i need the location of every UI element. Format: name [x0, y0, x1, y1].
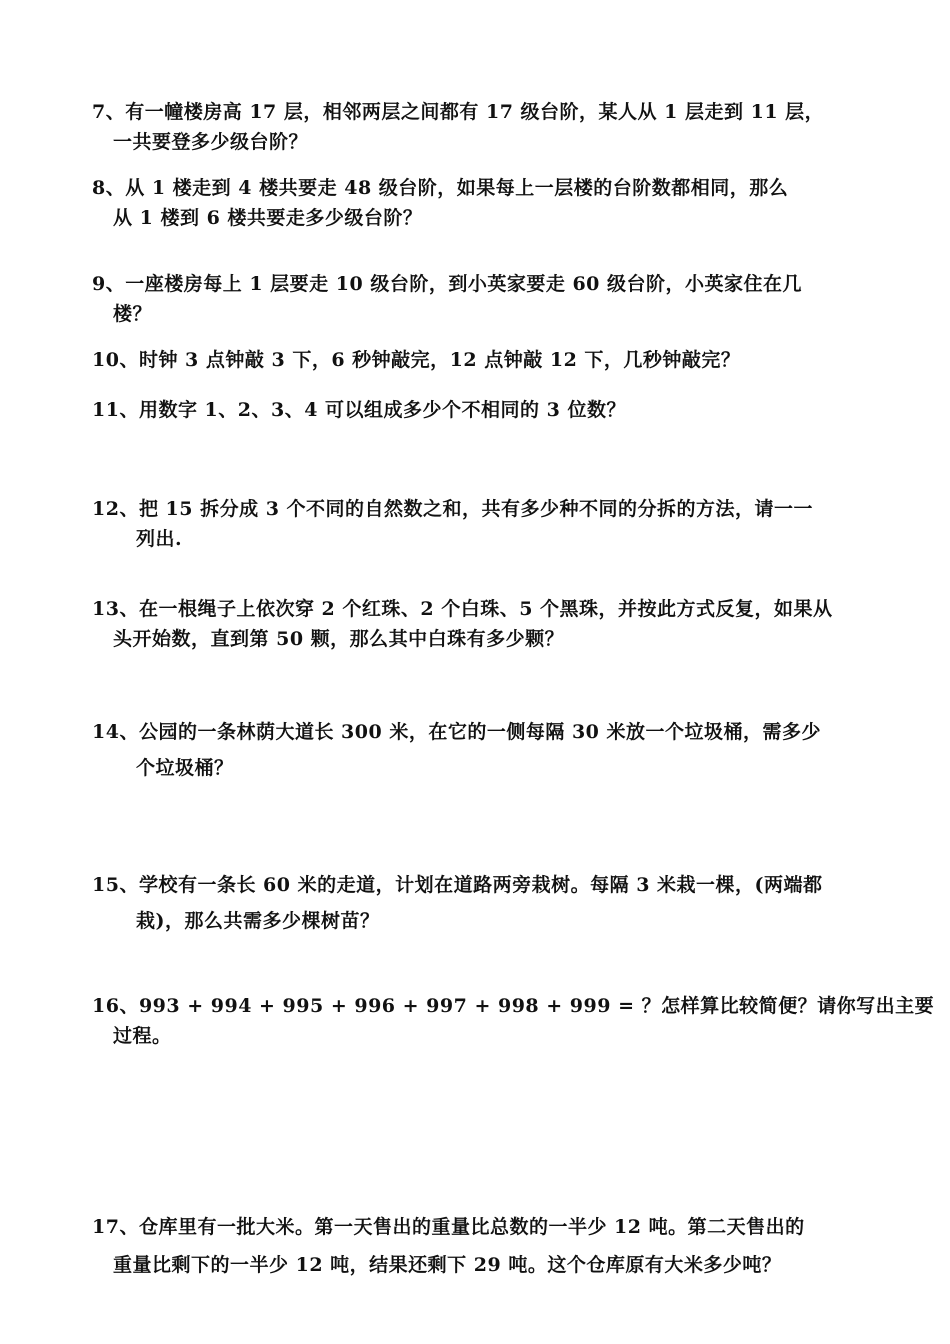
question-7-line-1: 7、有一幢楼房高 17 层，相邻两层之间都有 17 级台阶，某人从 1 层走到 11 层， [92, 101, 825, 123]
question-8-line-2: 从 1 楼到 6 楼共要走多少级台阶？ [113, 207, 423, 229]
question-13 [92, 594, 872, 654]
question-12 [92, 494, 872, 554]
question-11-line-1: 11、用数字 1、2、3、4 可以组成多少个不相同的 3 位数？ [92, 399, 627, 421]
question-14-line-2: 个垃圾桶？ [136, 757, 234, 779]
question-8 [92, 173, 872, 233]
question-9 [92, 269, 872, 329]
question-10-line-1: 10、时钟 3 点钟敲 3 下，6 秒钟敲完，12 点钟敲 12 下，几秒钟敲完？ [92, 349, 741, 371]
question-16 [92, 991, 935, 1051]
question-11 [92, 395, 872, 425]
question-16-line-1: 16、993 + 994 + 995 + 996 + 997 + 998 + 999 = ？怎样算比较简便？请你写出主要 [92, 995, 935, 1017]
question-8-line-1: 8、从 1 楼走到 4 楼共要走 48 级台阶，如果每上一层楼的台阶数都相同，那么 [92, 177, 789, 199]
question-10 [92, 345, 872, 375]
question-14-line-1: 14、公园的一条林荫大道长 300 米，在它的一侧每隔 30 米放一个垃圾桶，需多少 [92, 721, 822, 743]
question-17-line-1: 17、仓库里有一批大米。第一天售出的重量比总数的一半少 12 吨。第二天售出的 [92, 1216, 805, 1238]
question-14 [92, 717, 872, 783]
question-15 [92, 870, 872, 936]
question-12-line-1: 12、把 15 拆分成 3 个不同的自然数之和，共有多少种不同的分拆的方法，请一一 [92, 498, 814, 520]
question-16-line-2: 过程。 [113, 1025, 172, 1047]
question-12-line-2: 列出. [136, 528, 183, 550]
question-13-line-2: 头开始数，直到第 50 颗，那么其中白珠有多少颗？ [113, 628, 565, 650]
question-15-line-1: 15、学校有一条长 60 米的走道，计划在道路两旁栽树。每隔 3 米栽一棵，(两端都 [92, 874, 823, 896]
question-7 [92, 97, 872, 157]
question-9-line-1: 9、一座楼房每上 1 层要走 10 级台阶，到小英家要走 60 级台阶，小英家住在几 [92, 273, 803, 295]
question-9-line-2: 楼？ [113, 303, 153, 325]
question-13-line-1: 13、在一根绳子上依次穿 2 个红珠、2 个白珠、5 个黑珠，并按此方式反复，如果从 [92, 598, 833, 620]
question-15-line-2: 栽)，那么共需多少棵树苗？ [136, 910, 380, 932]
question-17 [92, 1212, 872, 1280]
question-7-line-2: 一共要登多少级台阶？ [113, 131, 309, 153]
question-17-line-2: 重量比剩下的一半少 12 吨，结果还剩下 29 吨。这个仓库原有大米多少吨？ [113, 1254, 782, 1276]
